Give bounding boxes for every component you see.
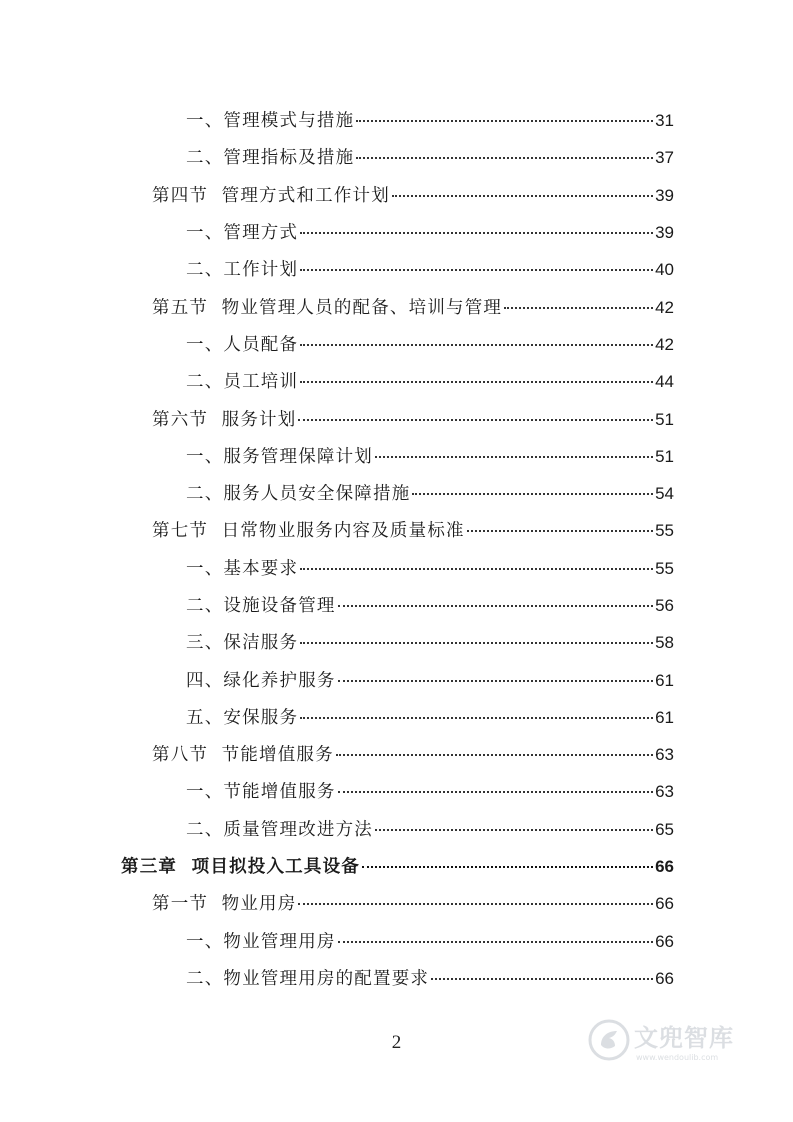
toc-entry-page: 66 [655,857,674,877]
toc-entry[interactable] [0,623,793,660]
toc-dot-leader [300,642,653,644]
toc-entry[interactable] [0,101,793,138]
toc-entry-title: 二、物业管理用房的配置要求 [186,968,430,989]
toc-entry-page: 66 [655,894,674,914]
toc-dot-leader [338,791,653,793]
toc-entry-page: 54 [655,484,674,504]
toc-entry-page: 63 [655,745,674,765]
table-of-contents [0,101,793,996]
toc-entry-page: 42 [655,334,674,354]
toc-dot-leader [392,195,653,197]
toc-dot-leader [356,120,653,122]
toc-entry[interactable] [0,474,793,511]
toc-entry-page: 65 [655,819,674,839]
toc-dot-leader [336,754,653,756]
toc-entry[interactable] [0,362,793,399]
toc-section-entry[interactable] [0,511,793,548]
toc-entry[interactable] [0,586,793,623]
toc-entry-page: 58 [655,633,674,653]
toc-dot-leader [300,269,653,271]
toc-entry-title: 一、服务管理保障计划 [186,446,373,467]
watermark [588,1018,734,1062]
toc-entry[interactable] [0,213,793,250]
page-number: 2 [391,1032,402,1053]
toc-entry[interactable] [0,772,793,809]
toc-section-entry[interactable] [0,287,793,324]
toc-entry-title: 第六节 服务计划 [152,409,297,430]
toc-dot-leader [298,419,653,421]
toc-entry-page: 61 [655,670,674,690]
toc-section-entry[interactable] [0,176,793,213]
toc-entry-page: 56 [655,596,674,615]
toc-section-entry[interactable] [0,735,793,772]
toc-entry-title: 二、质量管理改进方法 [186,819,373,840]
toc-entry-title: 一、节能增值服务 [186,782,336,803]
toc-entry-title: 五、安保服务 [186,707,299,728]
toc-entry-title: 一、管理方式 [186,223,299,244]
toc-entry-page: 31 [655,111,674,131]
toc-entry-page: 37 [655,148,674,168]
watermark-text [634,1018,734,1062]
toc-entry-title: 第七节 日常物业服务内容及质量标准 [152,521,465,542]
toc-entry-page: 63 [655,782,674,802]
toc-entry[interactable] [0,660,793,697]
toc-entry[interactable] [0,922,793,959]
toc-dot-leader [300,381,653,383]
toc-entry-page: 39 [655,223,674,243]
toc-section-entry[interactable] [0,884,793,921]
toc-entry-title: 第五节 物业管理人员的配备、培训与管理 [152,297,503,318]
toc-entry-title: 第三章 项目拟投入工具设备 [121,857,360,878]
toc-entry-title: 第八节 节能增值服务 [152,745,334,766]
toc-chapter-entry[interactable] [0,847,793,884]
toc-dot-leader [338,680,653,682]
toc-dot-leader [412,493,653,495]
toc-dot-leader [375,456,653,458]
toc-entry[interactable] [0,549,793,586]
toc-entry-title: 二、设施设备管理 [186,596,336,616]
toc-entry-title: 一、人员配备 [186,334,299,355]
toc-dot-leader [504,307,653,309]
toc-entry-title: 二、工作计划 [186,260,299,281]
watermark-brand: 文兜智库 [634,1024,734,1052]
toc-entry-title: 三、保洁服务 [186,633,299,654]
watermark-logo-icon [588,1019,630,1061]
toc-entry-page: 51 [655,409,674,429]
toc-section-entry[interactable] [0,399,793,436]
toc-dot-leader [338,941,653,943]
toc-dot-leader [300,232,653,234]
toc-entry-title: 一、基本要求 [186,558,299,579]
toc-entry-page: 44 [655,372,674,392]
toc-entry[interactable] [0,698,793,735]
toc-dot-leader [300,568,653,570]
toc-entry-title: 二、管理指标及措施 [186,148,355,169]
toc-dot-leader [467,530,653,532]
toc-entry-title: 二、员工培训 [186,372,299,393]
toc-entry[interactable] [0,959,793,996]
toc-entry-page: 55 [655,558,674,578]
toc-entry[interactable] [0,325,793,362]
toc-entry-page: 40 [655,260,674,280]
toc-entry-title: 第一节 物业用房 [152,894,297,915]
toc-entry-page: 51 [655,446,674,466]
toc-dot-leader [431,978,653,980]
toc-entry-page: 66 [655,931,674,951]
toc-entry[interactable] [0,437,793,474]
toc-entry-page: 39 [655,185,674,205]
toc-entry[interactable] [0,138,793,175]
toc-dot-leader [375,829,653,831]
toc-entry-page: 55 [655,521,674,541]
toc-entry-page: 42 [655,297,674,317]
toc-dot-leader [356,157,653,159]
toc-entry[interactable] [0,810,793,847]
toc-entry-title: 一、物业管理用房 [186,931,336,952]
toc-entry-title: 第四节 管理方式和工作计划 [152,185,390,206]
toc-dot-leader [300,344,653,346]
toc-entry-title: 二、服务人员安全保障措施 [186,484,411,505]
toc-entry-page: 66 [655,968,674,988]
toc-entry-title: 一、管理模式与措施 [186,111,355,132]
toc-entry-title: 四、绿化养护服务 [186,670,336,691]
toc-dot-leader [362,866,653,868]
toc-entry[interactable] [0,250,793,287]
toc-dot-leader [338,605,653,607]
toc-dot-leader [300,717,653,719]
watermark-url: www.wendoulib.com [636,1053,719,1062]
toc-entry-page: 61 [655,707,674,727]
toc-dot-leader [298,903,653,905]
